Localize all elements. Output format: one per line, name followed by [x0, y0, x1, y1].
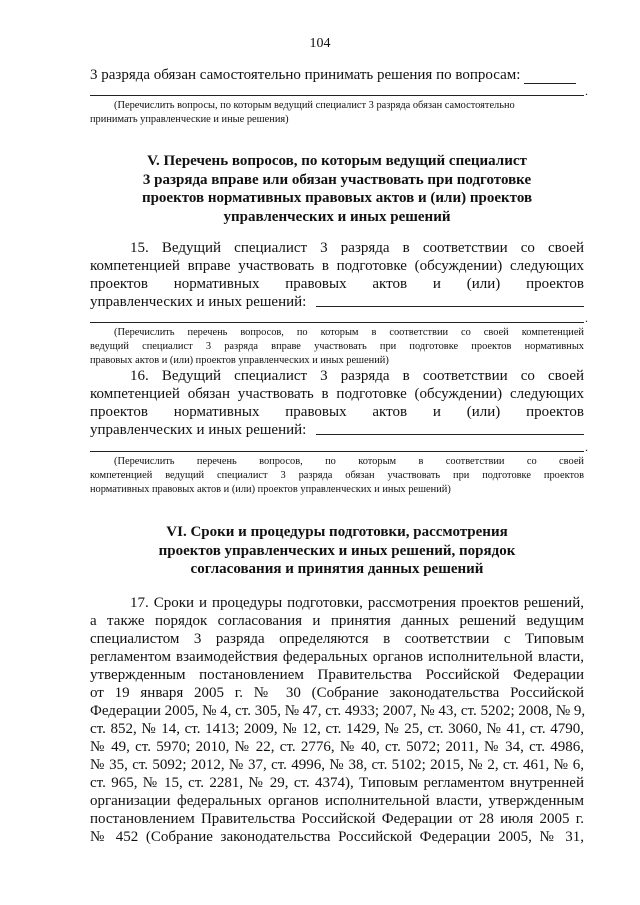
p16-line2: компетенцией обязан участвовать в подготовке (обсуждении) следующих — [90, 386, 584, 402]
p17-line: № 49, ст. 5970; 2010, № 22, ст. 2776, № 40, ст. 5072; 2011, № 34, ст. 4986, — [90, 739, 584, 755]
p16-hint-line3: нормативных правовых актов и (или) проектов управленческих и иных решений) — [90, 484, 451, 495]
intro-hint-line1: (Перечислить вопросы, по которым ведущий специалист 3 разряда обязан самостоятельно — [114, 100, 515, 111]
p15-line2: компетенцией вправе участвовать в подготовке (обсуждении) следующих — [90, 258, 584, 274]
p17-line: ст. 852, № 14, ст. 1413; 2009, № 12, ст. 1429, № 25, ст. 3060, № 41, ст. 4790, — [90, 721, 584, 737]
p15-line4: управленческих и иных решений: — [90, 294, 307, 310]
section-5-heading — [90, 152, 584, 226]
p16-line4: управленческих и иных решений: — [90, 422, 307, 438]
line-end-dot: . — [585, 84, 588, 98]
p17-line: № 452 (Собрание законодательства Российской Федерации 2005, № 31, — [90, 829, 584, 845]
intro-text: 3 разряда обязан самостоятельно принимать решения по вопросам: — [90, 67, 521, 83]
section-6-heading-line1: VI. Сроки и процедуры подготовки, рассмотрения — [166, 524, 508, 540]
p16-hint-line1: (Перечислить перечень вопросов, по которым в соответствии со своей — [114, 456, 584, 467]
intro-hint-line2: принимать управленческие и иные решения) — [90, 114, 289, 125]
fill-in-line — [90, 95, 584, 96]
p15-hint-line2: ведущий специалист 3 разряда вправе участвовать при подготовке проектов нормативных — [90, 341, 584, 352]
p16-line1: 16. Ведущий специалист 3 разряда в соответствии со своей — [130, 368, 584, 384]
line-end-dot: . — [585, 311, 588, 325]
p17-line: от 19 января 2005 г. № 30 (Собрание законодательства Российской — [90, 685, 584, 701]
p17-line: а также порядок согласования и принятия данных решений ведущим — [90, 613, 584, 629]
p16-fill-in-line — [90, 451, 584, 452]
section-6-heading-line2: проектов управленческих и иных решений, порядок — [158, 542, 516, 559]
p17-line: Федерации 2005, № 4, ст. 305, № 47, ст. 4933; 2007, № 43, ст. 5202; 2008, № 9, — [90, 703, 586, 719]
p17-line: утвержденным постановлением Правительства Российской Федерации — [90, 667, 584, 683]
section-5-heading-line4: управленческих и иных решений — [223, 208, 451, 225]
p15-fill-in-blank — [316, 306, 584, 307]
p15-line1: 15. Ведущий специалист 3 разряда в соответствии со своей — [130, 240, 584, 256]
section-5-heading-line1: V. Перечень вопросов, по которым ведущий специалист — [147, 153, 527, 169]
fill-in-blank — [524, 71, 576, 84]
p17-line: 17. Сроки и процедуры подготовки, рассмотрения проектов решений, — [130, 595, 584, 611]
section-5-heading-line3: проектов нормативных правовых актов и (или) проектов — [141, 190, 533, 206]
page-number: 104 — [309, 36, 331, 51]
p17-line: регламентом взаимодействия федеральных органов исполнительной власти, — [90, 649, 584, 665]
p17-line: организации федеральных органов исполнительной власти, утвержденным — [90, 793, 584, 809]
p17-line: ст. 965, № 15, ст. 2281, № 29, ст. 4374), Типовым регламентом внутренней — [90, 775, 584, 791]
p15-hint-line3: правовых актов и (или) проектов управленческих и иных решений) — [90, 355, 389, 366]
p15-hint-line1: (Перечислить перечень вопросов, по которым в соответствии со своей компетенцией — [114, 327, 584, 338]
section-5-heading-line2: 3 разряда вправе или обязан участвовать при подготовке — [142, 171, 532, 188]
line-end-dot: . — [585, 440, 588, 454]
p15-line3: проектов нормативных правовых актов и (или) проектов — [90, 276, 584, 292]
p17-line: постановлением Правительства Российской Федерации от 28 июля 2005 г. — [90, 811, 584, 827]
p17-paragraph — [90, 594, 584, 846]
intro-line — [90, 66, 576, 84]
p17-line: № 35, ст. 5092; 2012, № 37, ст. 4996, № 38, ст. 5102; 2015, № 2, ст. 461, № 6, — [90, 757, 584, 773]
section-6-heading-line3: согласования и принятия данных решений — [190, 561, 484, 577]
p15-fill-in-line — [90, 322, 584, 323]
p16-hint-line2: компетенцией ведущий специалист 3 разряда обязан участвовать при подготовке проектов — [90, 470, 584, 481]
p17-line: специалистом 3 разряда определяются в соответствии с Типовым — [90, 631, 584, 647]
p16-fill-in-blank — [316, 434, 584, 435]
section-6-heading — [90, 523, 584, 579]
p16-line3: проектов нормативных правовых актов и (или) проектов — [90, 404, 584, 420]
